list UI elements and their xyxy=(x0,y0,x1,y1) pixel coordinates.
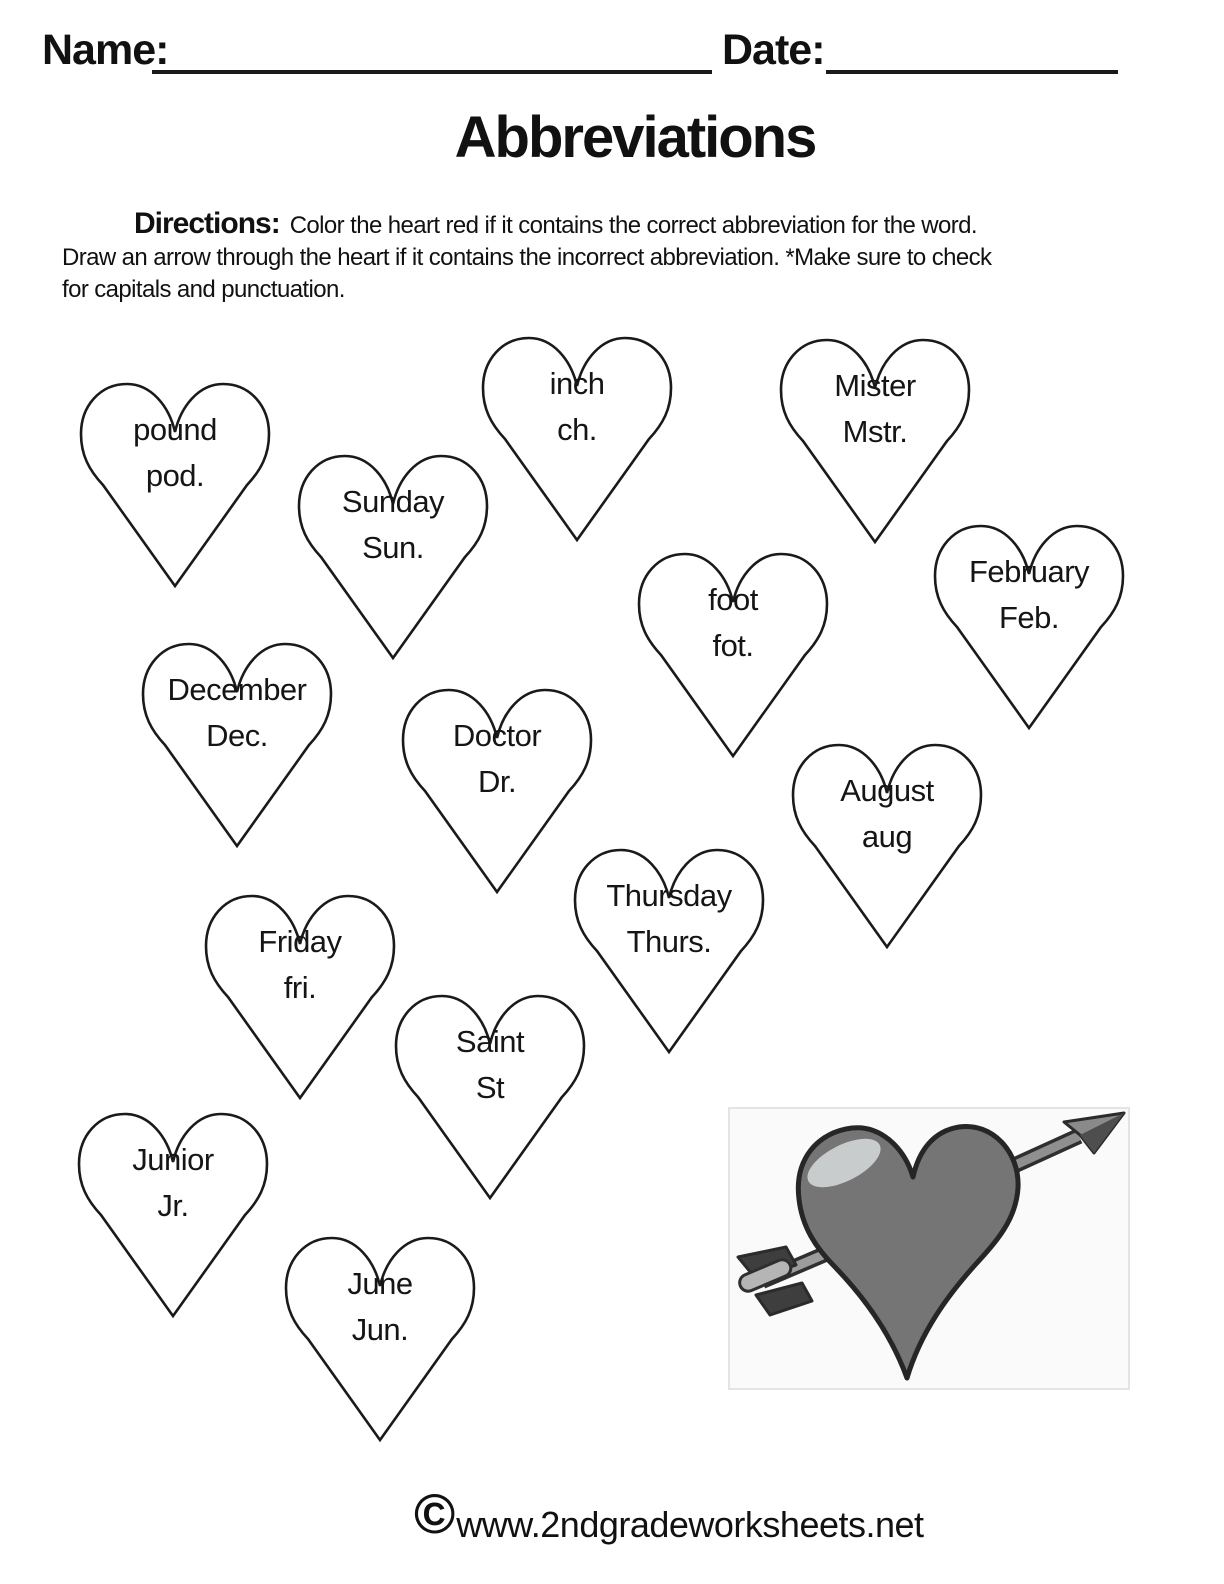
copyright-icon: © xyxy=(414,1482,456,1545)
heart-word: Sunday xyxy=(341,484,445,519)
heart-december[interactable] xyxy=(134,634,340,852)
footer xyxy=(414,1482,924,1546)
heart-word: February xyxy=(968,554,1090,589)
directions-line-1 xyxy=(62,208,1182,242)
heart-word: Doctor xyxy=(452,718,542,753)
heart-abbreviation: Jr. xyxy=(157,1188,189,1223)
heart-june[interactable] xyxy=(277,1228,483,1446)
heart-word: August xyxy=(840,773,934,808)
heart-saint[interactable] xyxy=(387,986,593,1204)
directions-line-3: for capitals and punctuation. xyxy=(62,276,345,303)
heart-pound[interactable] xyxy=(72,374,278,592)
date-blank-line[interactable] xyxy=(826,70,1118,74)
heart-abbreviation: fri. xyxy=(283,970,317,1005)
heart-abbreviation: Mstr. xyxy=(842,414,908,449)
heart-abbreviation: aug xyxy=(861,819,913,854)
heart-abbreviation: Feb. xyxy=(998,600,1060,635)
heart-word: December xyxy=(167,672,307,707)
heart-thursday[interactable] xyxy=(566,840,772,1058)
date-label: Date: xyxy=(722,26,825,74)
page-title: Abbreviations xyxy=(454,105,816,170)
heart-sunday[interactable] xyxy=(290,446,496,664)
heart-word: June xyxy=(347,1266,413,1301)
heart-abbreviation: Sun. xyxy=(362,530,424,565)
heart-abbreviation: St xyxy=(475,1070,505,1105)
heart-abbreviation: Dec. xyxy=(206,718,268,753)
directions xyxy=(62,208,1182,306)
heart-with-arrow-image xyxy=(728,1107,1130,1390)
heart-word: Friday xyxy=(258,924,342,959)
directions-label: Directions: xyxy=(134,207,280,240)
heart-word: inch xyxy=(549,366,605,401)
heart-friday[interactable] xyxy=(197,886,403,1104)
heart-abbreviation: Thurs. xyxy=(626,924,712,959)
heart-foot[interactable] xyxy=(630,544,836,762)
heart-inch[interactable] xyxy=(474,328,680,546)
heart-abbreviation: Dr. xyxy=(477,764,517,799)
name-blank-line[interactable] xyxy=(152,70,712,74)
directions-text-1: Color the heart red if it contains the correct abbreviation for the word. xyxy=(289,212,977,239)
heart-word: Mister xyxy=(834,368,916,403)
name-label: Name: xyxy=(42,26,169,74)
footer-site-text: www.2ndgradeworksheets.net xyxy=(456,1504,924,1545)
heart-word: pound xyxy=(133,412,217,447)
heart-august[interactable] xyxy=(784,735,990,953)
heart-abbreviation: Jun. xyxy=(351,1312,409,1347)
heart-junior[interactable] xyxy=(70,1104,276,1322)
heart-abbreviation: fot. xyxy=(712,628,754,663)
heart-abbreviation: pod. xyxy=(145,458,205,493)
heart-abbreviation: ch. xyxy=(557,412,597,447)
directions-line-2: Draw an arrow through the heart if it contains the incorrect abbreviation. *Make sure to check xyxy=(62,244,992,271)
heart-word: foot xyxy=(708,582,758,617)
heart-word: Junior xyxy=(132,1142,214,1177)
heart-word: Thursday xyxy=(606,878,732,913)
heart-february[interactable] xyxy=(926,516,1132,734)
heart-word: Saint xyxy=(455,1024,525,1059)
